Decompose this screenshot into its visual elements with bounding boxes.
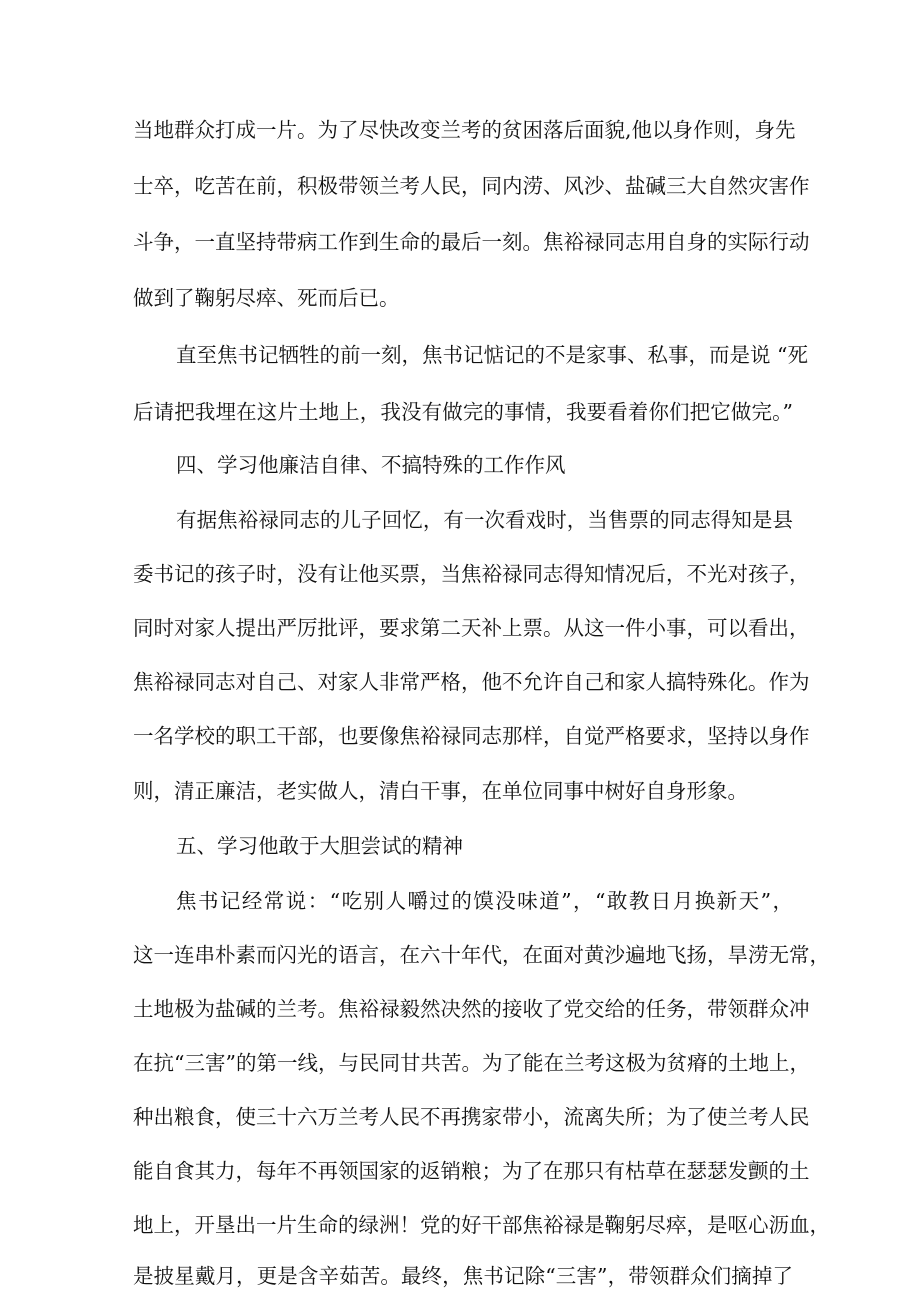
paragraph-line: 是披星戴月，更是含辛茹苦。最终，焦书记除“三害”，带领群众们摘掉了 bbox=[133, 1264, 793, 1288]
paragraph-line: 种出粮食，使三十六万兰考人民不再携家带小，流离失所；为了使兰考人民 bbox=[133, 1105, 810, 1129]
paragraph-line: 后请把我埋在这片土地上，我没有做完的事情，我要看着你们把它做完。” bbox=[133, 400, 793, 424]
paragraph-line: 当地群众打成一片。为了尽快改变兰考的贫困落后面貌,他以身作则，身先 bbox=[133, 118, 796, 142]
section-heading: 五、学习他敢于大胆尝试的精神 bbox=[176, 834, 463, 858]
paragraph-line: 地上，开垦出一片生命的绿洲！党的好干部焦裕禄是鞠躬尽瘁，是呕心沥血， bbox=[133, 1213, 830, 1237]
paragraph-line: 土地极为盐碱的兰考。焦裕禄毅然决然的接收了党交给的任务，带领群众冲 bbox=[133, 997, 810, 1021]
paragraph-line: 这一连串朴素而闪光的语言，在六十年代，在面对黄沙遍地飞扬，旱涝无常， bbox=[133, 943, 830, 967]
paragraph-line: 有据焦裕禄同志的儿子回忆，有一次看戏时，当售票的同志得知是县 bbox=[176, 508, 793, 532]
paragraph-line: 焦书记经常说：“吃别人嚼过的馍没味道”，“敢教日月换新天”， bbox=[176, 889, 793, 913]
paragraph-line: 一名学校的职工干部，也要像焦裕禄同志那样，自觉严格要求，坚持以身作 bbox=[133, 724, 810, 748]
paragraph-line: 则，清正廉洁，老实做人，清白干事，在单位同事中树好自身形象。 bbox=[133, 779, 748, 803]
paragraph-line: 同时对家人提出严厉批评，要求第二天补上票。从这一件小事，可以看出， bbox=[133, 616, 810, 640]
paragraph-line: 在抗“三害”的第一线，与民同甘共苦。为了能在兰考这极为贫瘠的土地上， bbox=[133, 1051, 810, 1075]
paragraph-line: 委书记的孩子时，没有让他买票，当焦裕禄同志得知情况后，不光对孩子， bbox=[133, 562, 810, 586]
paragraph-line: 能自食其力，每年不再领国家的返销粮；为了在那只有枯草在瑟瑟发颤的土 bbox=[133, 1159, 810, 1183]
paragraph-line: 斗争，一直坚持带病工作到生命的最后一刻。焦裕禄同志用自身的实际行动 bbox=[133, 230, 810, 254]
paragraph-line: 直至焦书记牺牲的前一刻，焦书记惦记的不是家事、私事，而是说 “死 bbox=[176, 343, 808, 367]
paragraph-line: 焦裕禄同志对自己、对家人非常严格，他不允许自己和家人搞特殊化。作为 bbox=[133, 670, 810, 694]
paragraph-line: 做到了鞠躬尽瘁、死而后已。 bbox=[133, 286, 400, 310]
paragraph-line: 士卒，吃苦在前，积极带领兰考人民，同内涝、风沙、盐碱三大自然灾害作 bbox=[133, 174, 810, 198]
section-heading: 四、学习他廉洁自律、不搞特殊的工作作风 bbox=[176, 453, 566, 477]
